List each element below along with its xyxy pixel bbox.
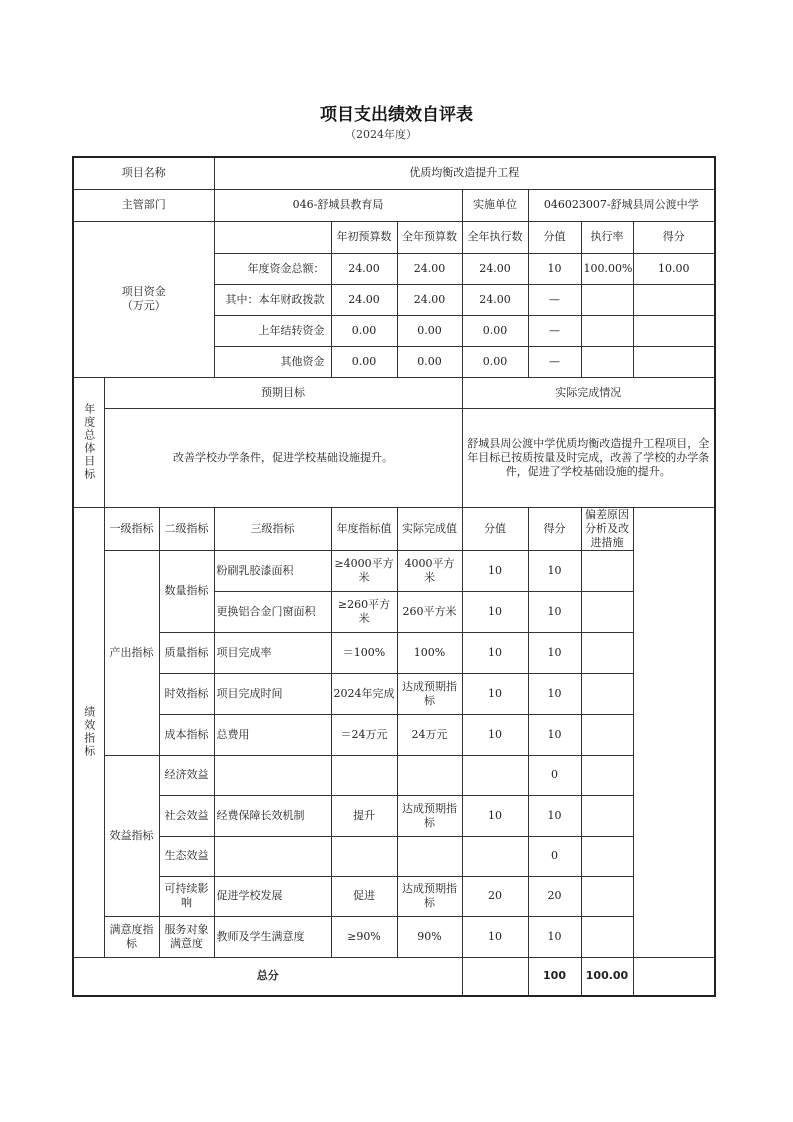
score: 0 [528,836,581,876]
actual: 24万元 [397,714,462,755]
funds-initial: 0.00 [331,315,397,346]
actual [397,755,462,795]
evaluation-table [72,156,716,997]
indicator-row [73,632,715,673]
note [581,632,633,673]
score: 10 [528,714,581,755]
funds-annual: 24.00 [397,284,462,315]
level3: 经费保障长效机制 [214,795,331,836]
goals-header-row [73,377,715,408]
note [581,714,633,755]
note [581,916,633,957]
level3: 项目完成率 [214,632,331,673]
total-score: 100.00 [581,957,633,996]
funds-score [633,315,715,346]
unit-value: 046023007-舒城县周公渡中学 [528,189,715,221]
funds-score [633,346,715,377]
target: 2024年完成 [331,673,397,714]
indicator-row [73,550,715,591]
indicator-row [73,795,715,836]
funds-rate: 100.00% [581,253,633,284]
weight: 10 [462,714,528,755]
funds-label [73,221,214,377]
note [581,836,633,876]
note [581,755,633,795]
indicator-row [73,714,715,755]
unit-label: 实施单位 [462,189,528,221]
target: ＝24万元 [331,714,397,755]
funds-initial: 24.00 [331,284,397,315]
weight: 10 [462,795,528,836]
goals-content-row [73,408,715,507]
level2-cost: 成本指标 [159,714,214,755]
funds-rate [581,315,633,346]
actual: 260平方米 [397,591,462,632]
score: 20 [528,876,581,916]
level3: 总费用 [214,714,331,755]
project-name-row [73,157,715,189]
actual: 达成预期指标 [397,876,462,916]
funds-header: 全年执行数 [462,221,528,253]
level1-benefit: 效益指标 [104,755,159,916]
note [581,795,633,836]
weight: 10 [462,916,528,957]
page-subtitle: （2024年度） [345,128,417,141]
funds-executed: 0.00 [462,315,528,346]
actual [397,836,462,876]
funds-executed: 0.00 [462,346,528,377]
funds-score [633,284,715,315]
funds-header: 分值 [528,221,581,253]
note [581,550,633,591]
funds-rate [581,346,633,377]
note [581,591,633,632]
funds-header: 得分 [633,221,715,253]
funds-header: 执行率 [581,221,633,253]
level2-sustainable: 可持续影响 [159,876,214,916]
target: ≥4000平方米 [331,550,397,591]
level3 [214,836,331,876]
weight [462,755,528,795]
indicator-row [73,673,715,714]
indicator-row [73,916,715,957]
funds-annual: 24.00 [397,253,462,284]
target [331,836,397,876]
goals-actual-header: 实际完成情况 [462,377,715,408]
level3: 教师及学生满意度 [214,916,331,957]
level2-timeliness: 时效指标 [159,673,214,714]
indicators-header: 三级指标 [214,507,331,550]
funds-header-blank [214,221,331,253]
indicator-row [73,876,715,916]
level2-ecological: 生态效益 [159,836,214,876]
funds-header-row [73,221,715,253]
target: ≥90% [331,916,397,957]
level3: 更换铝合金门窗面积 [214,591,331,632]
level2-service-satisfaction: 服务对象满意度 [159,916,214,957]
indicators-header: 得分 [528,507,581,550]
weight: 10 [462,632,528,673]
score: 10 [528,591,581,632]
goals-expected: 改善学校办学条件，促进学校基础设施提升。 [104,408,462,507]
funds-header: 全年预算数 [397,221,462,253]
level3: 粉刷乳胶漆面积 [214,550,331,591]
target [331,755,397,795]
level1-output: 产出指标 [104,550,159,755]
goals-actual: 舒城县周公渡中学优质均衡改造提升工程项目，全年目标已按质按量及时完成，改善了学校的办学条件，促进了学校基础设施的提升。 [462,408,715,507]
indicators-header: 一级指标 [104,507,159,550]
funds-score-value: — [528,315,581,346]
total-weight: 100 [528,957,581,996]
indicator-row [73,836,715,876]
funds-header: 年初预算数 [331,221,397,253]
indicators-label: 绩效指标 [73,507,104,957]
total-row [73,957,715,996]
weight: 10 [462,673,528,714]
level1-satisfaction: 满意度指标 [104,916,159,957]
note [581,876,633,916]
actual: 达成预期指标 [397,795,462,836]
indicators-header-row [73,507,715,550]
weight [462,836,528,876]
funds-row-name: 年度资金总额： [214,253,331,284]
score: 10 [528,795,581,836]
funds-executed: 24.00 [462,284,528,315]
level3: 促进学校发展 [214,876,331,916]
indicators-header: 分值 [462,507,528,550]
weight: 10 [462,591,528,632]
actual: 100% [397,632,462,673]
total-label: 总分 [73,957,462,996]
total-note [633,957,715,996]
indicator-row [73,755,715,795]
target: ≥260平方米 [331,591,397,632]
actual: 90% [397,916,462,957]
total-blank [462,957,528,996]
funds-score-value: 10 [528,253,581,284]
funds-annual: 0.00 [397,346,462,377]
note [581,673,633,714]
level2-social: 社会效益 [159,795,214,836]
target: 促进 [331,876,397,916]
goals-expected-header: 预期目标 [104,377,462,408]
score: 10 [528,632,581,673]
actual: 达成预期指标 [397,673,462,714]
weight: 10 [462,550,528,591]
dept-row [73,189,715,221]
indicators-header: 实际完成值 [397,507,462,550]
funds-executed: 24.00 [462,253,528,284]
project-name-label: 项目名称 [73,157,214,189]
target: ＝100% [331,632,397,673]
funds-row-name: 上年结转资金 [214,315,331,346]
goals-label: 年度总体目标 [73,377,104,507]
funds-label-line1: 项目资金 [121,285,166,298]
target: 提升 [331,795,397,836]
level2-quantity: 数量指标 [159,550,214,632]
funds-score: 10.00 [633,253,715,284]
page-title: 项目支出绩效自评表 [320,105,473,125]
funds-rate [581,284,633,315]
score: 10 [528,550,581,591]
score: 10 [528,673,581,714]
dept-value: 046-舒城县教育局 [214,189,462,221]
level2-quality: 质量指标 [159,632,214,673]
funds-label-line2: （万元） [121,299,166,312]
level3: 项目完成时间 [214,673,331,714]
indicators-header: 偏差原因分析及改进措施 [581,507,633,550]
funds-row-name: 其中：本年财政拨款 [214,284,331,315]
actual: 4000平方米 [397,550,462,591]
score: 10 [528,916,581,957]
dept-label: 主管部门 [73,189,214,221]
funds-initial: 0.00 [331,346,397,377]
funds-initial: 24.00 [331,253,397,284]
indicators-header: 二级指标 [159,507,214,550]
funds-score-value: — [528,346,581,377]
indicators-header: 年度指标值 [331,507,397,550]
score: 0 [528,755,581,795]
project-name-value: 优质均衡改造提升工程 [214,157,715,189]
weight: 20 [462,876,528,916]
funds-annual: 0.00 [397,315,462,346]
funds-score-value: — [528,284,581,315]
funds-row-name: 其他资金 [214,346,331,377]
level3 [214,755,331,795]
level2-economic: 经济效益 [159,755,214,795]
